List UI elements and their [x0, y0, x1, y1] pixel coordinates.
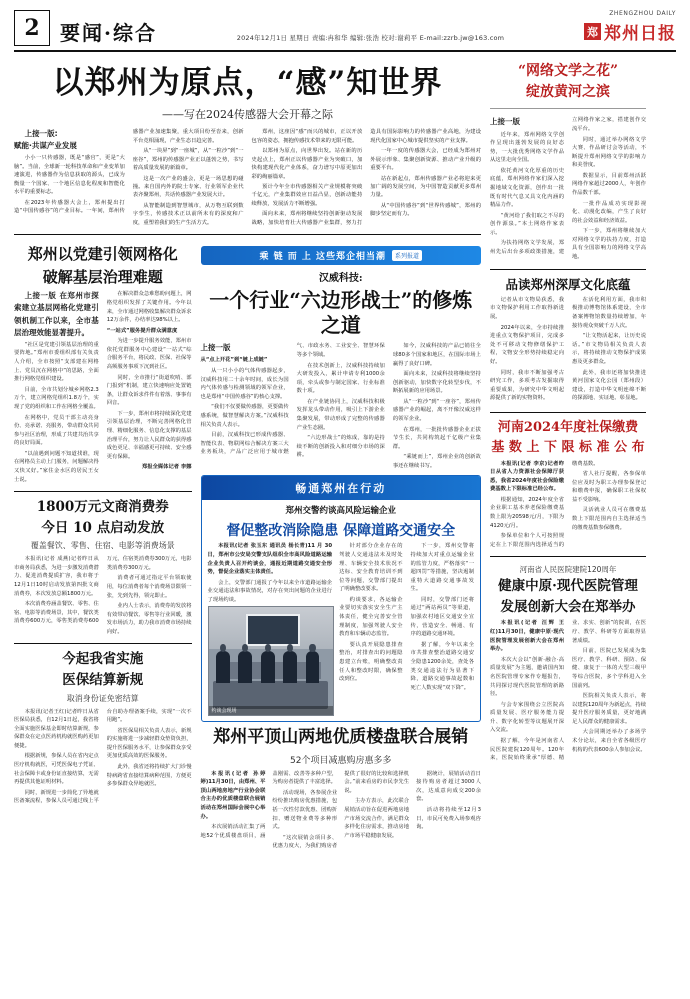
box-inner [202, 500, 480, 716]
traffic-safety-box [201, 475, 481, 722]
photo-person [238, 651, 252, 683]
article-headline: 今起我省实施 [62, 651, 144, 668]
photo-person [306, 651, 320, 683]
article-headline: 1800万元文商消费券 [36, 499, 169, 516]
lead-para: 在2023年传感器大会上，郑州提出打造“中国传感谷”的产业目标。一年间，郑州传感器产业加速集聚，重大项目纷至沓来，创新平台竞相涌现，产业生态日趋完善。 [14, 129, 244, 214]
article-byline: 本报讯(记者 李京)记者昨日从省人力资源社会保障厅获悉，我省2024年度社会保险缴费基数上下限标准已经公布。 [490, 460, 564, 493]
feature-body [201, 342, 481, 470]
lead-para: 从“中国传感谷”到“世界传感城”，郑州的脚步坚定而有力。 [370, 202, 481, 218]
column-left [14, 242, 192, 851]
para: 依托黄河文化厚重的历史底蕴，郑州网络作家们深入挖掘地域文化资源，创作出一批既有时代气息又具文化内涵的精品力作。 [490, 167, 564, 209]
divider [14, 643, 192, 644]
para: 目前，医院已发展成为集医疗、教学、科研、预防、保健、康复于一体的大型三级甲等综合医院，多个学科进入全国前列。 [572, 648, 646, 689]
article-social-insurance [490, 420, 646, 550]
para: 近年来，郑州网络文学创作呈现出蓬勃发展的良好态势，一大批优秀网络文学作品从这里走向全国。 [490, 131, 564, 164]
column-middle [201, 242, 481, 851]
brand-logo [584, 19, 676, 44]
box-eyebrow: 郑州交警约谈高风险运输企业 [285, 506, 397, 517]
article-byline: 本报讯(记者 汪辉 王红)11月30日，健康中原·现代医院管理发展创新大会在郑州举办。 [490, 620, 564, 653]
article-headline: 郑州以党建引领网格化 [27, 245, 178, 264]
para: 在活化利用方面，我市积极推动博物馆体系建设，全市备案博物馆数量持续增加，年接待观众突破千万人次。 [572, 296, 646, 329]
feature-headline: 一个行业“六边形战士”的修炼之道 [209, 288, 473, 338]
article-body [490, 619, 646, 762]
para: “我们不仅要做传感器，更要做传感系统，做智慧解决方案。”汉威科技相关负责人表示。 [200, 404, 289, 428]
lower-columns [14, 242, 481, 851]
para: 如今，汉威科技的产品已销往全球80多个国家和地区，在国际市场上赢得了良好口碑。 [392, 343, 481, 367]
section-name: 要闻·综合 [60, 21, 157, 45]
para: 同时，通过举办网络文学大赛、作品研讨会等活动，不断提升郑州网络文学的影响力和美誉度。 [572, 136, 646, 169]
article-headline: 河南2024年度社保缴费 [497, 419, 639, 435]
para: 面向未来，汉威科技将继续坚持创新驱动，加快数字化转型步伐，不断拓展新的应用场景。 [392, 371, 481, 395]
para: 同时，全市推行“街道吹哨、部门报到”机制，建立快速响应处置链条，让群众诉求件件有着落、事事有回音。 [106, 374, 192, 407]
box-content [208, 542, 474, 716]
para: 下一步，郑州交警将持续加大对重点运输企业的监管力度，严格落实“一超四罚”等措施，坚决遏制重特大道路交通事故发生。 [410, 543, 474, 593]
lead-article [14, 65, 481, 227]
article-headline: “网络文学之花” [517, 63, 619, 79]
para: 灵活就业人员可在缴费基数上下限范围内自主选择适当的缴费基数参保缴费。 [572, 507, 646, 531]
box-right-text [339, 542, 474, 716]
article-culture [490, 277, 646, 405]
issue-meta: 2024年12月1日 星期日 责编:冉和华 编辑:张浩 校对:谢莉平 E-mail:zzrb.jw@163.com [236, 34, 505, 42]
column-right [490, 59, 646, 851]
para: “社区是党建引领基层治理的重要阵地。”郑州市委组织部有关负责人介绍，全市按照“支部建在网格上、党员沉在网格中”的思路，全面推行网格党组织建设。 [14, 341, 99, 383]
para: 2024年以来，全市持续推进重点文物保护项目，完成多处不可移动文物修缮保护工程，文物安全形势持续稳定向好。 [490, 324, 564, 365]
article-signature: 郑报全媒体记者 李娜 [141, 464, 192, 471]
article-headline-2: 绽放黄河之滨 [526, 84, 610, 101]
article-body [490, 116, 646, 261]
para: 消费者可通过指定平台领取使用，每位消费者每个消费场景限领一张，先到先得，领完即止。 [106, 575, 192, 599]
article-body [14, 708, 192, 806]
page-number: 2 [14, 10, 50, 46]
article-body [490, 296, 646, 405]
feature-article [201, 269, 481, 470]
article-subtitle: 覆盖餐饮、零售、住宿、电影等消费场景 [30, 541, 175, 551]
meeting-photo [208, 606, 335, 716]
article-headline-2: 今日 10 点启动发放 [41, 519, 165, 536]
para: 会上，交警部门通报了今年以来全市道路运输企业交通违法和事故情况，对存在突出问题的企业进行了现场约谈。 [207, 579, 333, 603]
article-hospital-conference [490, 564, 646, 762]
para: 目前，全市共划分城乡网格2.3万个，建立网格党组织1.8万个，实现了党的组织和工作在网格全覆盖。 [14, 386, 99, 410]
lead-para: 预计今年全市传感器相关产业规模将突破千亿元，产业集群效应日益凸显，创新动能持续释放，发展活力不断增强。 [251, 184, 363, 207]
para: 从“一粒沙”到“一座谷”，郑州传感器产业的崛起，离不开像汉威这样的领军企业。 [392, 398, 481, 422]
para: 省人社厅提醒，各参保单位应及时为职工办理参保登记和缴费申报，确保职工社保权益不受影响。 [572, 471, 646, 503]
para: 一批作品成功实现影视化、动漫化改编，产生了良好的社会效益和经济效益。 [572, 200, 646, 224]
lead-para: 从智能制造到智慧城市，从万物互联到数字孪生，传感技术正以前所未有的深度和广度，重塑着我们的生产生活方式。 [132, 202, 244, 226]
brand-name: 郑州日报 [604, 24, 676, 44]
brand-mark: 郑 [584, 23, 601, 40]
para: 同时，交警部门还将通过“两站两员”等渠道，加强农村地区交通安全宣传，营造安全、畅通、有序的道路交通环境。 [410, 596, 474, 638]
masthead [14, 10, 676, 52]
lead-kicker-text: 赋能·共谋产业发展 [14, 141, 77, 151]
para: 大会同期还举办了多场学术分论坛，来自全省各级医疗机构的代表600余人参加会议。 [572, 729, 646, 753]
photo-table-front [213, 681, 328, 709]
series-banner [201, 246, 481, 265]
para: 本次展销活动汇集了两地52个优质楼盘项目，涵盖刚需、改善等多种户型，为购房者提供了丰富选择。 [200, 770, 338, 839]
lead-para: 一年一度的传感器大会，已经成为郑州对外展示形象、集聚创新资源、推动产业升级的重要平台。 [370, 148, 481, 172]
article-eyebrow: 河南省人民医院建院120周年 [519, 565, 617, 575]
masthead-brand [584, 10, 676, 46]
lead-headline: 以郑州为原点，“感”知世界 [52, 65, 443, 101]
series-banner-text: 乘 链 而 上 这些郑企相当潮 [259, 252, 387, 263]
divider [14, 234, 481, 235]
article-consumption-voucher [14, 499, 192, 636]
lead-para: 站在新起点，郑州传感器产业必将迎来更加广阔的发展空间，为中国智造贡献更多郑州力量。 [370, 175, 481, 199]
article-headline: 健康中原·现代医院管理 [498, 578, 638, 595]
para: 医院相关负责人表示，将以建院120周年为新起点，持续提升医疗服务质量，更好地满足人民群众的健康需求。 [572, 693, 646, 725]
article-headline: 郑州平顶山两地优质楼盘联合展销 [213, 727, 469, 748]
para: 本次消费券涵盖餐饮、零售、住宿、电影等消费场景，其中，餐饮类消费券600万元，零售类消费券600万元，住宿类消费券300万元，电影类消费券300万元。 [14, 556, 192, 625]
article-medical-insurance [14, 651, 192, 805]
para: 同时，我市不断加强考古研究工作，多项考古发掘取得重要成果，为研究中华文明起源提供了新的实物资料。 [490, 369, 564, 402]
para: 据统计，展销活动首日接待购房者超过3000人次，达成意向成交200余套。 [416, 770, 481, 803]
brand-english: ZHENGZHOU DAILY [609, 10, 676, 17]
para: 根据通知，2024年度全省企业职工基本养老保险缴费基数上限为20598元/月，下限为4120元/月。 [490, 496, 564, 529]
feature-subhead: 从“点上开花”到“链上成链” [200, 357, 268, 364]
article-headline: 品读郑州深厚文化底蕴 [505, 276, 631, 292]
article-kicker: 上接一版 在郑州市探索建立基层网格化党建引领机制工作以来，全市基层治理效能显著提升。 [14, 291, 99, 337]
para: “六边形战士”的炼成，靠的是持续不断的创新投入和对细分市场的深耕。 [296, 435, 385, 459]
para: 活动将持续至12月3日，市民可免费入场参观咨询。 [416, 807, 481, 831]
lead-subheadline: ——写在2024传感器大会开幕之际 [162, 108, 333, 122]
para: 下一步，郑州将继续加大对网络文学的扶持力度，打造具有全国影响力的网络文学高地。 [572, 228, 646, 261]
article-headline-2: 破解基层治理难题 [42, 267, 163, 286]
left-and-mid-wrapper [14, 59, 481, 851]
lead-para: 小小一只传感器，既是“感官”，更是“大脑”。当前，全球新一轮科技革命和产业变革加速演进，传感器作为信息获取的源头，已成为衡量一个国家、一个地区信息化程度和智能化水平的重要标志。 [14, 155, 125, 196]
divider [490, 269, 646, 270]
box-left-text [208, 542, 333, 716]
para: “以前遇到问题不知道找谁，现在网格员主动上门服务，问题解决得又快又好。”家住金水区的居民王女士说。 [14, 450, 99, 483]
article-grid-governance [14, 245, 192, 484]
para: 要认真开展隐患排查整治，对排查出的问题隐患建立台账，明确整改责任人和整改时限，确保整改到位。 [339, 641, 403, 683]
feature-kicker: 上接一版 [200, 343, 231, 353]
lead-para: 郑州，这座因“感”而兴的城市，正以开放包容的姿态，拥抱传感技术带来的无限可能。 [251, 129, 363, 144]
lead-para: 这是一次产业的盛会，更是一场思想的碰撞。来自国内外的院士专家、行业领军企业代表齐聚郑州，共话传感器产业发展大计。 [132, 175, 244, 199]
divider [490, 412, 646, 413]
article-body [490, 460, 646, 550]
para: 据了解，今年以来全市共排查整治道路交通安全隐患1200余处，查处各类交通违法行为显著下降，道路交通事故起数和死亡人数实现“双下降”。 [410, 641, 474, 691]
para: “这次展销会项目多、优惠力度大，为我们购房者提供了很好的比较和选择机会。”前来看房的市民李先生说。 [272, 770, 410, 850]
para: 在网格中，党员干部主动亮身份、亮承诺、亮服务，带动群众共同参与社区治理，形成了共建共治共享的良好局面。 [14, 414, 99, 447]
article-kicker: 上接一版 [490, 117, 520, 127]
page-columns [14, 59, 676, 851]
article-subtitle: 52个项目减惠购房惠多多 [290, 755, 392, 766]
para: 数据显示，目前郑州活跃网络作家超过2000人，年创作作品数千部。 [572, 172, 646, 196]
article-headline-2: 基 数 上 下 限 标 准 公 布 [491, 439, 645, 455]
para: 主办方表示，此次联合展销活动旨在促进两地房地产市场交流合作，满足群众多样化住房需求，推动房地产市场平稳健康发展。 [344, 798, 410, 839]
article-headline-2: 发展创新大会在郑举办 [500, 598, 636, 615]
para: “乘链而上”，郑州企业的创新故事还在继续书写。 [392, 454, 481, 469]
lead-kicker: 上接一版: [24, 129, 58, 139]
photo-person [261, 651, 275, 683]
para: 根据新规，参保人员在省内定点医疗机构就医，可凭医保电子凭证、社会保障卡或身份证直接结算，无需再提供其他证明材料。 [14, 753, 99, 786]
article-web-literature [490, 62, 646, 262]
para: 为进一步提升服务效能，郑州市依托党群服务中心建设“一站式”综合服务平台，将民政、医保、社保等高频服务事项下沉到社区。 [106, 338, 192, 370]
article-property-expo [201, 727, 481, 850]
lead-body [14, 128, 481, 227]
box-byline: 本报讯(记者 张玉东 通讯员 杨长青)11 月 30 日，郑州市公安局交警支队组织全市高风险道路运输企业负责人召开约谈会，通报近期道路交通安全形势，督促企业落实主体责任。 [207, 543, 333, 576]
article-subtitle: 取消身份证免密结算 [66, 693, 139, 703]
divider [14, 491, 192, 492]
box-headline: 督促整改消除隐患 保障道路交通安全 [226, 523, 456, 540]
article-subhead: “一站式”服务提升群众满意度 [106, 327, 178, 334]
lead-para: 从“一块屏”到“一座城”，从“一粒沙”到“一座谷”，郑州的传感器产业正以蓬勃之势，书写着高质量发展的新篇章。 [132, 148, 244, 172]
photo-caption: 约谈会现场 [209, 706, 334, 715]
divider [490, 108, 646, 109]
lead-para: 以郑州为原点，向世界出发。站在新的历史起点上，郑州正以传感器产业为突破口，加快构建现代化产业体系，奋力谱写中原更加出彩的绚丽篇章。 [251, 148, 363, 180]
para: 下一步，郑州市将持续深化党建引领基层治理，不断完善网格化管理、精细化服务、信息化支撑的基层治理平台，努力让人民群众的获得感成色更足、幸福感更可持续、安全感更有保障。 [106, 410, 192, 460]
para: 本次大会以“创新·融合·高质量发展”为主题，邀请国内知名医院管理专家作专题报告，共同探讨现代医院管理的新路径。 [490, 656, 564, 698]
para: 本报讯(记者王红)记者昨日从省医保局获悉，自12月1日起，我省将全面实施医保基金即时结算新规，参保群众在定点医药机构就医购药更加便捷。 [14, 708, 99, 749]
para: 同时，新规进一步简化了异地就医备案流程，参保人员可通过线上平台自助办理备案手续，实现“一次不用跑”。 [14, 708, 192, 805]
para: 目前，汉威科技已形成传感器、智能仪表、物联网综合解决方案三大业务板块，产品广泛应用于城市燃气、市政水务、工业安全、智慧环保等多个领域。 [200, 343, 385, 456]
para: 此外，我省还将持续扩大门诊慢特病跨省直接结算病种范围，方便更多参保群众异地就医。 [106, 764, 192, 788]
para: 省医保局相关负责人表示，新规的实施将进一步减轻群众垫资负担，提升医保服务水平，让参保群众享受更加优质高效的医保服务。 [106, 727, 192, 760]
para: 在解决群众急难愁盼问题上，网格党组织发挥了关键作用。今年以来，全市通过网格收集解决群众诉求12万余件，办结率达98%以上。 [106, 291, 192, 324]
lead-para: 面向未来，郑州将继续坚持创新驱动发展战略，加快培育壮大传感器产业集群，努力打造具有国际影响力的传感器产业高地，为建设现代化国家中心城市提供坚实的产业支撑。 [251, 129, 481, 226]
para: “黄河给了我们取之不尽的创作源泉。”本土网络作家表示。 [490, 212, 564, 236]
action-banner: 畅通郑州在行动 [202, 476, 480, 500]
para: 为扶持网络文学发展，郑州先后出台多项政策措施，建立网络作家之家，搭建创作交流平台。 [490, 117, 646, 256]
para: 记者从市文物局获悉，我市文物保护利用工作取得新进展。 [490, 296, 564, 321]
feature-brand: 汉威科技: [318, 273, 363, 285]
para: 本报讯(记者 成燕)记者昨日从市商务局获悉，为进一步激发消费潜力、促进消费提质扩容，我市将于12月1日10时启动发放第四批文商消费券，本次发放总额1800万元。 [14, 556, 99, 597]
photo-person [283, 651, 297, 683]
photo-person [216, 651, 230, 683]
para: “让文物活起来，让历史说话。”市文物局相关负责人表示，将持续推动文物保护成果惠及更多群众。 [572, 333, 646, 365]
article-body [201, 770, 481, 851]
para: 约谈要求，各运输企业要切实落实安全生产主体责任，健全完善安全管理制度，加强驾驶人安全教育和车辆动态监管。 [339, 596, 403, 638]
article-body [14, 290, 192, 484]
para: 据了解，今年是河南省人民医院建院120周年。120年来，医院始终秉承“厚德、精业、求实、创新”的院训，在医疗、教学、科研等方面取得显著成绩。 [490, 620, 646, 762]
article-byline: 本报讯(记者 孙婷婷)11月30日，由郑州、平顶山两地房地产行业协会联合主办的优质楼盘联合展销活动在郑州国际会展中心举办。 [200, 770, 266, 820]
para: 针对部分企业存在的驾驶人交通违法未及时处理、车辆安全技术状况不达标、安全教育培训不到位等问题，交警部门提出了明确整改要求。 [339, 543, 403, 593]
para: 业内人士表示，消费券的发放将有效带动餐饮、零售等行业回暖，激发市场活力，助力我市消费市场持续向好。 [106, 603, 192, 635]
para: 从一只小小的气体传感器起步，汉威科技用二十余年时间，成长为国内气体传感与检测领域的领军企业，也是郑州“中国传感谷”的核心支撑。 [200, 368, 289, 400]
para: 活动现场，各参展企业纷纷推出购房优惠措施，包括一次性付款优惠、团购折扣、赠送物业费等多种形式。 [272, 789, 338, 831]
article-body [14, 555, 192, 636]
divider [490, 556, 646, 557]
para: 此外，我市还将加快推进黄河国家文化公园（郑州段）建设，打造中华文明连绵不断的探源地、实证地、彰显地。 [572, 369, 646, 402]
series-banner-tag: 系列报道 [392, 250, 422, 261]
para: 在郑州，一批批传感器企业正拔节生长，共同构筑起千亿级产业集群。 [392, 426, 481, 450]
para: 参保单位和个人可按照规定在上下限范围内选择适当的缴费基数。 [490, 460, 599, 548]
para: 在技术创新上，汉威科技持续加大研发投入，累计申请专利1000余项，牵头或参与制定国家、行业标准数十项。 [296, 362, 385, 395]
box-byline-block [208, 542, 333, 604]
photo-screen [246, 614, 300, 646]
article-headline-2: 医保结算新规 [62, 672, 144, 688]
para: 在产业链协同上，汉威科技积极发挥龙头带动作用，吸引上下游企业集聚发展，带动形成了完整的传感器产业生态圈。 [296, 398, 385, 431]
para: 与会专家围绕公立医院高质量发展、医疗服务能力提升、数字化转型等议题展开深入交流。 [490, 701, 564, 734]
